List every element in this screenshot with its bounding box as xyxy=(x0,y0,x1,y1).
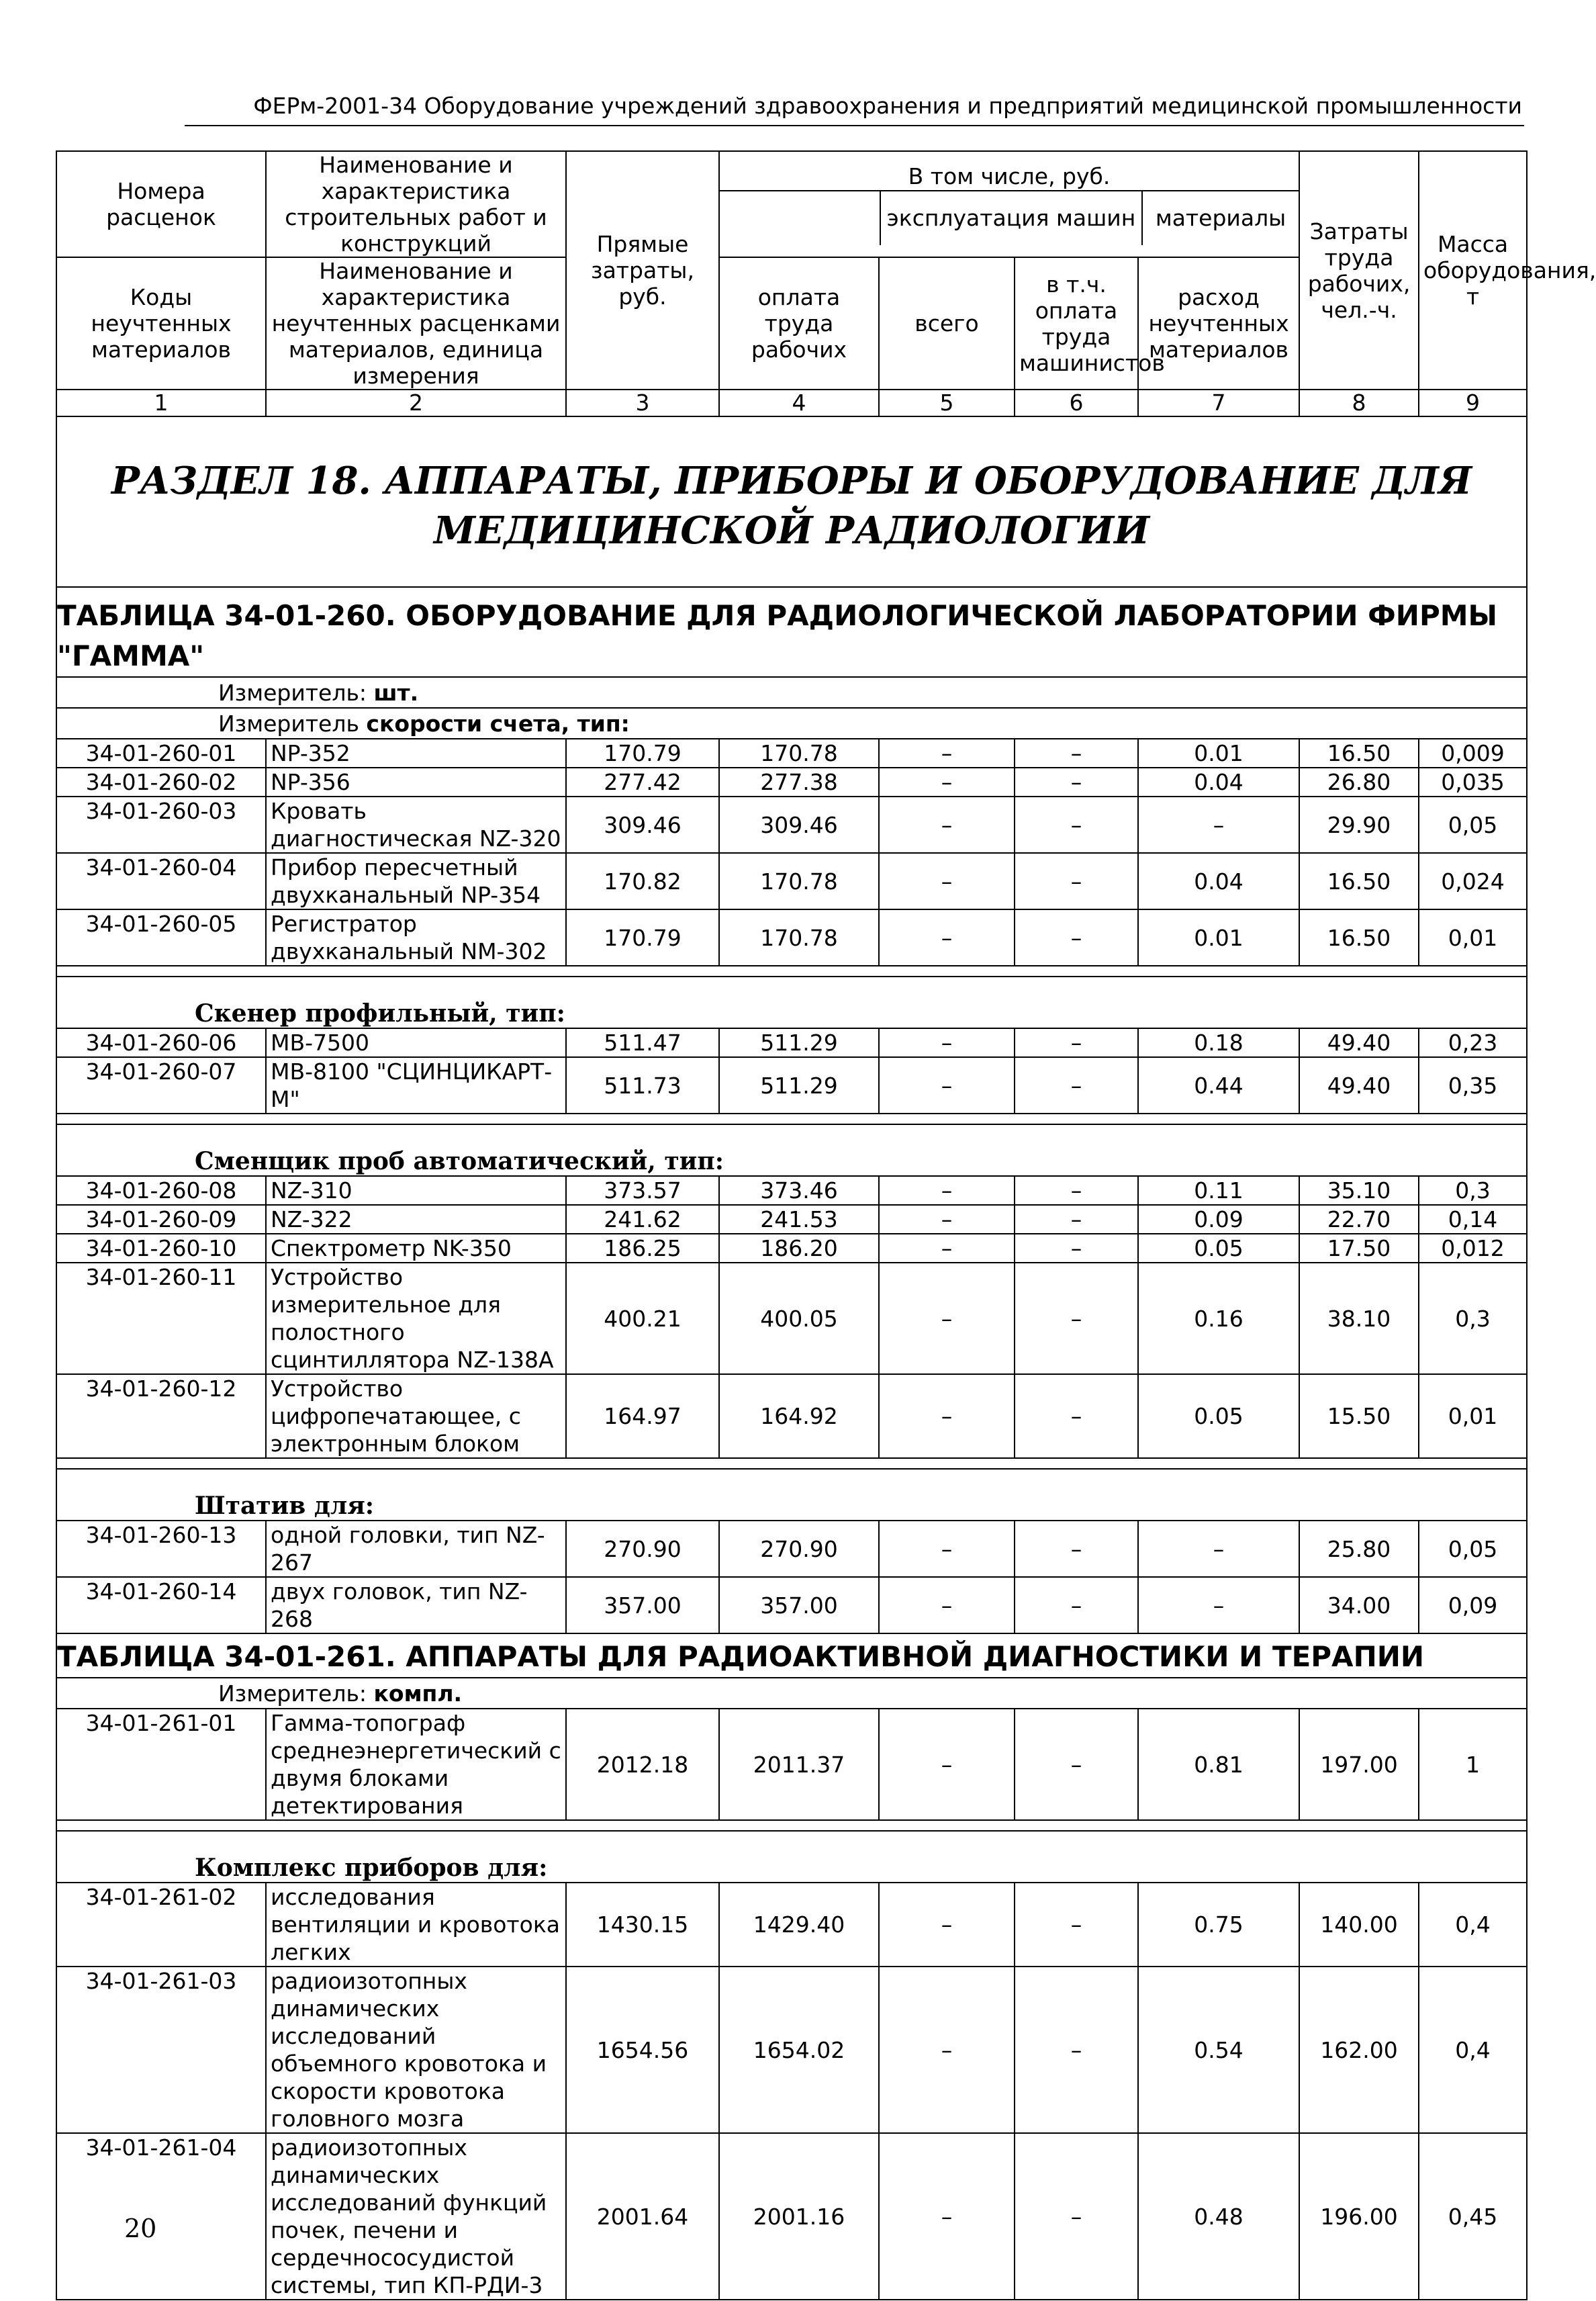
direct-costs-value: 400.21 xyxy=(566,1263,719,1374)
labor-hours-value: 22.70 xyxy=(1299,1205,1419,1234)
machine-total-value: – xyxy=(879,1709,1015,1820)
group-heading: Измеритель скорости счета, тип: xyxy=(56,708,1527,739)
labor-pay-value: 277.38 xyxy=(719,768,879,797)
mass-value: 0,035 xyxy=(1419,768,1527,797)
col-labor-pay: оплата труда рабочих xyxy=(719,257,879,390)
item-name: Гамма-топограф среднеэнергетический с двумя блоками детектирования xyxy=(266,1709,566,1820)
mass-value: 0,3 xyxy=(1419,1263,1527,1374)
machinist-pay-value: – xyxy=(1015,1967,1138,2133)
rate-code: 34-01-260-11 xyxy=(56,1263,266,1374)
col-name-work: Наименование и характеристика строительных работ и конструкций xyxy=(266,151,566,257)
table-261-title: ТАБЛИЦА 34-01-261. АППАРАТЫ ДЛЯ РАДИОАКТИВНОЙ ДИАГНОСТИКИ И ТЕРАПИИ xyxy=(56,1633,1527,1678)
machine-total-value: – xyxy=(879,797,1015,853)
labor-hours-value: 34.00 xyxy=(1299,1577,1419,1633)
table-261-unit: Измеритель: компл. xyxy=(56,1678,1527,1709)
item-name: Устройство измерительное для полостного сцинтиллятора NZ-138A xyxy=(266,1263,566,1374)
labor-hours-value: 49.40 xyxy=(1299,1057,1419,1114)
col-materials: материалы xyxy=(1155,205,1286,231)
col-rate-numbers: Номера расценок xyxy=(56,151,266,257)
machinist-pay-value: – xyxy=(1015,739,1138,768)
machinist-pay-value: – xyxy=(1015,1883,1138,1967)
group-heading: Штатив для: xyxy=(56,1469,1527,1521)
mass-value: 0,4 xyxy=(1419,1883,1527,1967)
direct-costs-value: 309.46 xyxy=(566,797,719,853)
rate-code: 34-01-260-08 xyxy=(56,1176,266,1205)
materials-value: 0.04 xyxy=(1138,768,1299,797)
mass-value: 0,05 xyxy=(1419,1521,1527,1577)
table-261-rows-a xyxy=(56,1709,1527,1820)
item-name: Устройство цифропечатающее, с электронным блоком xyxy=(266,1374,566,1458)
item-name: радиоизотопных динамических исследований объемного кровотока и скорости кровотока головного мозга xyxy=(266,1967,566,2133)
header-rule xyxy=(185,125,1524,126)
labor-pay-value: 186.20 xyxy=(719,1234,879,1263)
machine-total-value: – xyxy=(879,1521,1015,1577)
machinist-pay-value: – xyxy=(1015,1263,1138,1374)
labor-hours-value: 38.10 xyxy=(1299,1263,1419,1374)
labor-pay-value: 511.29 xyxy=(719,1057,879,1114)
machine-total-value: – xyxy=(879,1263,1015,1374)
labor-hours-value: 15.50 xyxy=(1299,1374,1419,1458)
table-260-unit: Измеритель: шт. xyxy=(56,677,1527,708)
direct-costs-value: 357.00 xyxy=(566,1577,719,1633)
labor-hours-value: 25.80 xyxy=(1299,1521,1419,1577)
materials-value: 0.16 xyxy=(1138,1263,1299,1374)
table-260-rows-d xyxy=(56,1521,1527,1633)
direct-costs-value: 2012.18 xyxy=(566,1709,719,1820)
labor-hours-value: 17.50 xyxy=(1299,1234,1419,1263)
labor-hours-value: 16.50 xyxy=(1299,909,1419,966)
labor-pay-value: 270.90 xyxy=(719,1521,879,1577)
materials-value: 0.11 xyxy=(1138,1176,1299,1205)
materials-value: 0.75 xyxy=(1138,1883,1299,1967)
col-number: 4 xyxy=(719,390,879,416)
table-row xyxy=(56,1967,1527,2133)
table-260-title: ТАБЛИЦА 34-01-260. ОБОРУДОВАНИЕ ДЛЯ РАДИОЛОГИЧЕСКОЙ ЛАБОРАТОРИИ ФИРМЫ "ГАММА" xyxy=(56,587,1527,677)
rate-code: 34-01-260-14 xyxy=(56,1577,266,1633)
col-labor-costs: Затраты труда рабочих, чел.-ч. xyxy=(1299,151,1419,390)
rate-code: 34-01-260-09 xyxy=(56,1205,266,1234)
mass-value: 0,45 xyxy=(1419,2133,1527,2300)
direct-costs-value: 170.79 xyxy=(566,739,719,768)
labor-hours-value: 196.00 xyxy=(1299,2133,1419,2300)
machine-total-value: – xyxy=(879,2133,1015,2300)
mass-value: 0,01 xyxy=(1419,1374,1527,1458)
machine-total-value: – xyxy=(879,1176,1015,1205)
col-number: 8 xyxy=(1299,390,1419,416)
direct-costs-value: 277.42 xyxy=(566,768,719,797)
rate-code: 34-01-260-07 xyxy=(56,1057,266,1114)
mass-value: 0,23 xyxy=(1419,1028,1527,1057)
mass-value: 0,024 xyxy=(1419,853,1527,909)
machinist-pay-value: – xyxy=(1015,853,1138,909)
table-260-group-4 xyxy=(56,1458,1527,1521)
item-name: NP-352 xyxy=(266,739,566,768)
item-name: MB-7500 xyxy=(266,1028,566,1057)
table-row xyxy=(56,853,1527,909)
machinist-pay-value: – xyxy=(1015,1028,1138,1057)
machinist-pay-value: – xyxy=(1015,1234,1138,1263)
table-row xyxy=(56,739,1527,768)
col-name-materials: Наименование и характеристика неучтенных расценками материалов, единица измерения xyxy=(266,257,566,390)
col-machinist-pay: в т.ч. оплата труда машинистов xyxy=(1015,257,1138,390)
item-name: одной головки, тип NZ-267 xyxy=(266,1521,566,1577)
table-row xyxy=(56,1234,1527,1263)
labor-pay-value: 170.78 xyxy=(719,909,879,966)
page-number: 20 xyxy=(124,2214,157,2243)
table-260 xyxy=(56,587,1527,739)
col-number: 2 xyxy=(266,390,566,416)
machine-total-value: – xyxy=(879,739,1015,768)
rate-code: 34-01-260-03 xyxy=(56,797,266,853)
table-261 xyxy=(56,1633,1527,1709)
materials-value: 0.54 xyxy=(1138,1967,1299,2133)
labor-hours-value: 49.40 xyxy=(1299,1028,1419,1057)
rate-code: 34-01-260-04 xyxy=(56,853,266,909)
materials-value: 0.81 xyxy=(1138,1709,1299,1820)
col-codes-unaccounted: Коды неучтенных материалов xyxy=(56,257,266,390)
direct-costs-value: 511.73 xyxy=(566,1057,719,1114)
col-number: 9 xyxy=(1419,390,1527,416)
rates-table xyxy=(56,150,1596,2300)
rate-code: 34-01-261-03 xyxy=(56,1967,266,2133)
rate-code: 34-01-260-05 xyxy=(56,909,266,966)
mass-value: 0,01 xyxy=(1419,909,1527,966)
direct-costs-value: 170.79 xyxy=(566,909,719,966)
mass-value: 0,012 xyxy=(1419,1234,1527,1263)
labor-pay-value: 357.00 xyxy=(719,1577,879,1633)
machinist-pay-value: – xyxy=(1015,768,1138,797)
direct-costs-value: 1430.15 xyxy=(566,1883,719,1967)
group-heading: Сменщик проб автоматический, тип: xyxy=(56,1124,1527,1176)
col-number: 6 xyxy=(1015,390,1138,416)
materials-value: – xyxy=(1138,797,1299,853)
materials-value: 0.44 xyxy=(1138,1057,1299,1114)
machine-total-value: – xyxy=(879,1205,1015,1234)
item-name: MB-8100 "СЦИНЦИКАРТ-М" xyxy=(266,1057,566,1114)
materials-value: 0.01 xyxy=(1138,739,1299,768)
table-row xyxy=(56,1577,1527,1633)
mass-value: 0,009 xyxy=(1419,739,1527,768)
labor-pay-value: 511.29 xyxy=(719,1028,879,1057)
running-header: ФЕРм-2001-34 Оборудование учреждений здравоохранения и предприятий медицинской промышленности xyxy=(253,93,1522,119)
machine-total-value: – xyxy=(879,853,1015,909)
table-row xyxy=(56,909,1527,966)
labor-pay-value: 2011.37 xyxy=(719,1709,879,1820)
materials-value: 0.48 xyxy=(1138,2133,1299,2300)
labor-hours-value: 16.50 xyxy=(1299,739,1419,768)
direct-costs-value: 164.97 xyxy=(566,1374,719,1458)
labor-pay-value: 1654.02 xyxy=(719,1967,879,2133)
item-name: Спектрометр NK-350 xyxy=(266,1234,566,1263)
labor-hours-value: 140.00 xyxy=(1299,1883,1419,1967)
table-260-rows-a xyxy=(56,739,1527,966)
table-row xyxy=(56,2133,1527,2300)
direct-costs-value: 170.82 xyxy=(566,853,719,909)
labor-pay-value: 1429.40 xyxy=(719,1883,879,1967)
table-260-rows-c xyxy=(56,1176,1527,1458)
table-260-group-2 xyxy=(56,966,1527,1028)
machinist-pay-value: – xyxy=(1015,1374,1138,1458)
machinist-pay-value: – xyxy=(1015,797,1138,853)
labor-hours-value: 197.00 xyxy=(1299,1709,1419,1820)
table-row xyxy=(56,1709,1527,1820)
machine-total-value: – xyxy=(879,1028,1015,1057)
direct-costs-value: 373.57 xyxy=(566,1176,719,1205)
materials-value: 0.05 xyxy=(1138,1234,1299,1263)
labor-pay-value: 170.78 xyxy=(719,853,879,909)
item-name: Прибор пересчетный двухканальный NP-354 xyxy=(266,853,566,909)
machine-total-value: – xyxy=(879,1374,1015,1458)
table-261-group-1 xyxy=(56,1820,1527,1883)
item-name: радиоизотопных динамических исследований функций почек, печени и сердечнососудистой системы, тип КП-РДИ-3 xyxy=(266,2133,566,2300)
materials-value: – xyxy=(1138,1521,1299,1577)
rate-code: 34-01-261-02 xyxy=(56,1883,266,1967)
machine-total-value: – xyxy=(879,1883,1015,1967)
col-including-group xyxy=(719,151,1299,257)
col-number: 5 xyxy=(879,390,1015,416)
table-row xyxy=(56,1883,1527,1967)
materials-value: 0.05 xyxy=(1138,1374,1299,1458)
table-260-group-3 xyxy=(56,1114,1527,1176)
table-row xyxy=(56,1205,1527,1234)
rates-sheet xyxy=(56,150,1596,2300)
table-row xyxy=(56,797,1527,853)
materials-value: 0.09 xyxy=(1138,1205,1299,1234)
item-name: NP-356 xyxy=(266,768,566,797)
col-including: В том числе, руб. xyxy=(720,163,1299,191)
mass-value: 0,35 xyxy=(1419,1057,1527,1114)
direct-costs-value: 270.90 xyxy=(566,1521,719,1577)
machine-total-value: – xyxy=(879,1967,1015,2133)
labor-hours-value: 16.50 xyxy=(1299,853,1419,909)
materials-value: 0.04 xyxy=(1138,853,1299,909)
col-total: всего xyxy=(879,257,1015,390)
col-equipment-mass: Масса оборудования, т xyxy=(1419,151,1527,390)
labor-hours-value: 29.90 xyxy=(1299,797,1419,853)
machine-total-value: – xyxy=(879,1577,1015,1633)
mass-value: 0,09 xyxy=(1419,1577,1527,1633)
machinist-pay-value: – xyxy=(1015,1521,1138,1577)
machinist-pay-value: – xyxy=(1015,1205,1138,1234)
direct-costs-value: 241.62 xyxy=(566,1205,719,1234)
machine-total-value: – xyxy=(879,909,1015,966)
mass-value: 0,05 xyxy=(1419,797,1527,853)
table-row xyxy=(56,1521,1527,1577)
materials-value: 0.18 xyxy=(1138,1028,1299,1057)
mass-value: 0,3 xyxy=(1419,1176,1527,1205)
materials-value: – xyxy=(1138,1577,1299,1633)
labor-pay-value: 2001.16 xyxy=(719,2133,879,2300)
item-name: Кровать диагностическая NZ-320 xyxy=(266,797,566,853)
item-name: Регистратор двухканальный NM-302 xyxy=(266,909,566,966)
machine-total-value: – xyxy=(879,768,1015,797)
machinist-pay-value: – xyxy=(1015,1709,1138,1820)
machinist-pay-value: – xyxy=(1015,1057,1138,1114)
col-number: 1 xyxy=(56,390,266,416)
mass-value: 1 xyxy=(1419,1709,1527,1820)
rate-code: 34-01-260-13 xyxy=(56,1521,266,1577)
col-number: 7 xyxy=(1138,390,1299,416)
item-name: исследования вентиляции и кровотока легких xyxy=(266,1883,566,1967)
table-row xyxy=(56,1176,1527,1205)
labor-pay-value: 400.05 xyxy=(719,1263,879,1374)
table-260-rows-b xyxy=(56,1028,1527,1114)
col-machine-operation: эксплуатация машин xyxy=(881,191,1143,245)
rate-code: 34-01-261-01 xyxy=(56,1709,266,1820)
labor-pay-value: 373.46 xyxy=(719,1176,879,1205)
direct-costs-value: 186.25 xyxy=(566,1234,719,1263)
col-number: 3 xyxy=(566,390,719,416)
rate-code: 34-01-260-01 xyxy=(56,739,266,768)
table-row xyxy=(56,1374,1527,1458)
machinist-pay-value: – xyxy=(1015,1176,1138,1205)
machinist-pay-value: – xyxy=(1015,2133,1138,2300)
labor-pay-value: 170.78 xyxy=(719,739,879,768)
machinist-pay-value: – xyxy=(1015,1577,1138,1633)
rate-code: 34-01-260-10 xyxy=(56,1234,266,1263)
materials-value: 0.01 xyxy=(1138,909,1299,966)
direct-costs-value: 511.47 xyxy=(566,1028,719,1057)
labor-pay-value: 241.53 xyxy=(719,1205,879,1234)
machine-total-value: – xyxy=(879,1234,1015,1263)
table-row xyxy=(56,1028,1527,1057)
section-title: РАЗДЕЛ 18. АППАРАТЫ, ПРИБОРЫ И ОБОРУДОВАНИЕ ДЛЯ МЕДИЦИНСКОЙ РАДИОЛОГИИ xyxy=(56,416,1527,587)
labor-hours-value: 26.80 xyxy=(1299,768,1419,797)
mass-value: 0,14 xyxy=(1419,1205,1527,1234)
direct-costs-value: 1654.56 xyxy=(566,1967,719,2133)
labor-hours-value: 35.10 xyxy=(1299,1176,1419,1205)
item-name: NZ-310 xyxy=(266,1176,566,1205)
mass-value: 0,4 xyxy=(1419,1967,1527,2133)
table-row xyxy=(56,1057,1527,1114)
table-row xyxy=(56,1263,1527,1374)
rate-code: 34-01-260-06 xyxy=(56,1028,266,1057)
labor-pay-value: 164.92 xyxy=(719,1374,879,1458)
item-name: NZ-322 xyxy=(266,1205,566,1234)
direct-costs-value: 2001.64 xyxy=(566,2133,719,2300)
rate-code: 34-01-261-04 xyxy=(56,2133,266,2300)
table-row xyxy=(56,768,1527,797)
labor-hours-value: 162.00 xyxy=(1299,1967,1419,2133)
col-unaccounted-materials: расход неучтенных материалов xyxy=(1138,257,1299,390)
table-261-rows-b xyxy=(56,1883,1527,2300)
group-heading: Скенер профильный, тип: xyxy=(56,977,1527,1028)
machine-total-value: – xyxy=(879,1057,1015,1114)
group-heading: Комплекс приборов для: xyxy=(56,1831,1527,1883)
labor-pay-value: 309.46 xyxy=(719,797,879,853)
rate-code: 34-01-260-02 xyxy=(56,768,266,797)
item-name: двух головок, тип NZ-268 xyxy=(266,1577,566,1633)
machinist-pay-value: – xyxy=(1015,909,1138,966)
col-direct-costs: Прямые затраты, руб. xyxy=(566,151,719,390)
rate-code: 34-01-260-12 xyxy=(56,1374,266,1458)
